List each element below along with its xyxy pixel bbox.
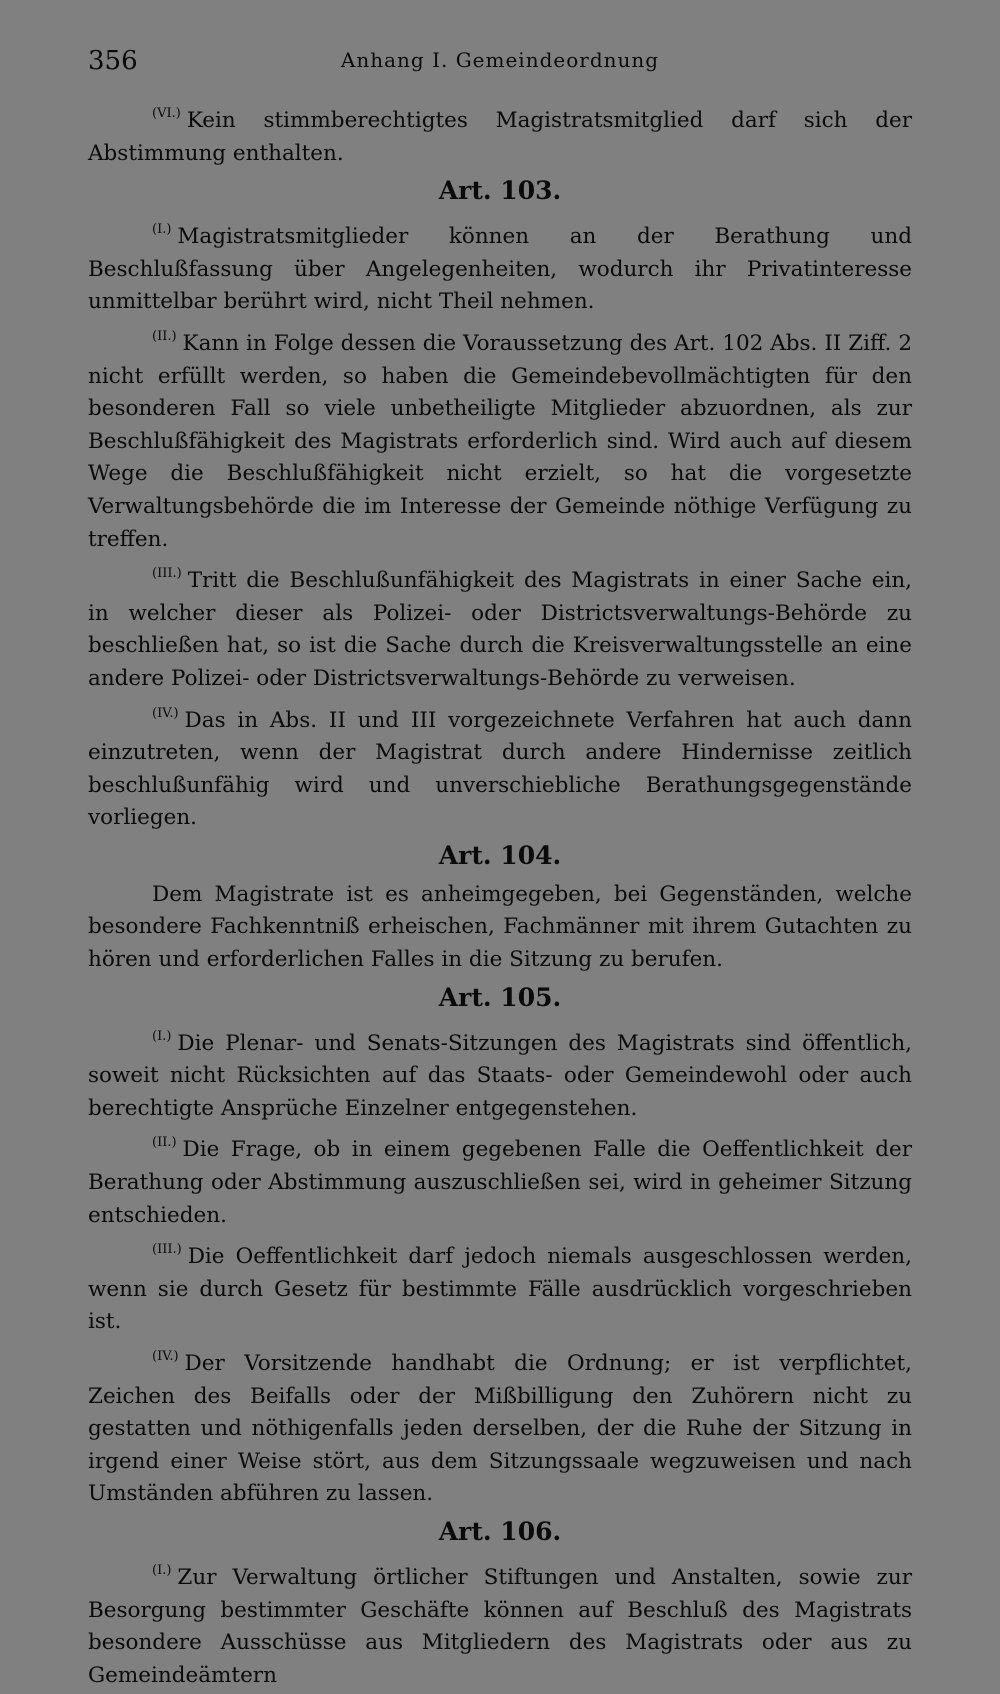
paragraph-text: Dem Magistrate ist es anheimgegeben, bei Gegenständen, welche besondere Fachkenntniß erheischen, Fachmänner mit ihrem Gutachten zu hören und erforderlichen Falles in die Sitzung zu berufen. — [88, 881, 912, 973]
paragraph-text: Das in Abs. II und III vorgezeichnete Verfahren hat auch dann einzutreten, wenn der Magistrat durch andere Hindernisse zeitlich beschlußunfähig wird und unverschiebliche Berathungsgegenstände vorliegen. — [88, 707, 912, 831]
paragraph — [88, 214, 912, 319]
paragraph-text: Kein stimmberechtigtes Magistratsmitglied darf sich der Abstimmung enthalten. — [88, 108, 912, 166]
paragraph-text: Zur Verwaltung örtlicher Stiftungen und Anstalten, sowie zur Besorgung bestimmter Geschäfte können auf Beschluß des Magistrats besondere Ausschüsse aus Mitgliedern des Magistrats oder aus zu Gemeindeämtern — [88, 1564, 912, 1688]
paragraph — [88, 1127, 912, 1232]
article-heading: Art. 104. — [438, 840, 562, 870]
paragraph — [88, 98, 912, 170]
paragraph — [88, 879, 912, 977]
paragraph — [88, 1234, 912, 1339]
paragraph — [88, 1341, 912, 1511]
paragraph-number: (I.) — [152, 1028, 172, 1044]
paragraph-text: Kann in Folge dessen die Voraussetzung des Art. 102 Abs. II Ziff. 2 nicht erfüllt werden, so haben die Gemeindebevollmächtigten für den besonderen Fall so viele unbetheiligte Mitglieder abzuordnen, als zur Beschlußfähigkeit des Magistrats erforderlich sind. Wird auch auf diesem Wege die Beschlußfähigkeit nicht erzielt, so hat die vorgesetzte Verwaltungsbehörde die im Interesse der Gemeinde nöthige Verfügung zu treffen. — [88, 330, 912, 552]
paragraph-text: Der Vorsitzende handhabt die Ordnung; er ist verpflichtet, Zeichen des Beifalls oder der Mißbilligung den Zuhörern nicht zu gestatten und nöthigenfalls jeden derselben, der die Ruhe der Sitzung in irgend einer Weise stört, aus dem Sitzungssaale wegzuweisen und nach Umständen abführen zu lassen. — [88, 1351, 912, 1507]
paragraph-number: (II.) — [152, 328, 177, 344]
paragraph — [88, 698, 912, 835]
paragraph-number: (III.) — [152, 1242, 182, 1258]
paragraph-number: (VI.) — [152, 106, 181, 121]
paragraph-number: (I.) — [152, 1562, 172, 1578]
running-title: Anhang I. Gemeindeordnung — [340, 48, 660, 72]
paragraph-text: Tritt die Beschlußunfähigkeit des Magistrats in einer Sache ein, in welcher dieser als Polizei- oder Districtsverwaltungs-Behörde zu beschließen hat, so ist die Sache durch die Kreisverwaltungsstelle an eine andere Polizei- oder Districtsverwaltungs-Behörde zu verweisen. — [88, 568, 912, 691]
paragraph-number: (III.) — [152, 566, 182, 582]
paragraph — [88, 1555, 912, 1692]
paragraph-number: (IV.) — [152, 1349, 179, 1364]
article-heading: Art. 105. — [438, 982, 562, 1012]
paragraph-text: Magistratsmitglieder können an der Berathung und Beschlußfassung über Angelegenheiten, wodurch ihr Privatinteresse unmittelbar berührt wird, nicht Theil nehmen. — [88, 224, 912, 315]
paragraph-text: Die Frage, ob in einem gegebenen Falle die Oeffentlichkeit der Berathung oder Abstimmung auszuschließen sei, wird in geheimer Sitzung entschieden. — [88, 1137, 912, 1228]
paragraph-number: (I.) — [152, 222, 172, 238]
paragraph — [88, 558, 912, 695]
paragraph-number: (IV.) — [152, 705, 179, 721]
paragraph-text: Die Oeffentlichkeit darf jedoch niemals ausgeschlossen werden, wenn sie durch Gesetz für bestimmte Fälle ausdrücklich vorgeschrieben ist. — [88, 1244, 912, 1335]
paragraph — [88, 321, 912, 556]
article-heading: Art. 106. — [438, 1516, 562, 1546]
page-header — [88, 42, 912, 82]
paragraph-text: Die Plenar- und Senats-Sitzungen des Magistrats sind öffentlich, soweit nicht Rücksichten auf das Staats- oder Gemeindewohl oder auch berechtigte Ansprüche Einzelner entgegenstehen. — [88, 1030, 912, 1121]
body-text — [88, 98, 912, 1694]
paragraph-number: (II.) — [152, 1135, 177, 1151]
page-number: 356 — [88, 46, 138, 76]
paragraph — [88, 1021, 912, 1126]
article-heading: Art. 103. — [438, 176, 562, 206]
